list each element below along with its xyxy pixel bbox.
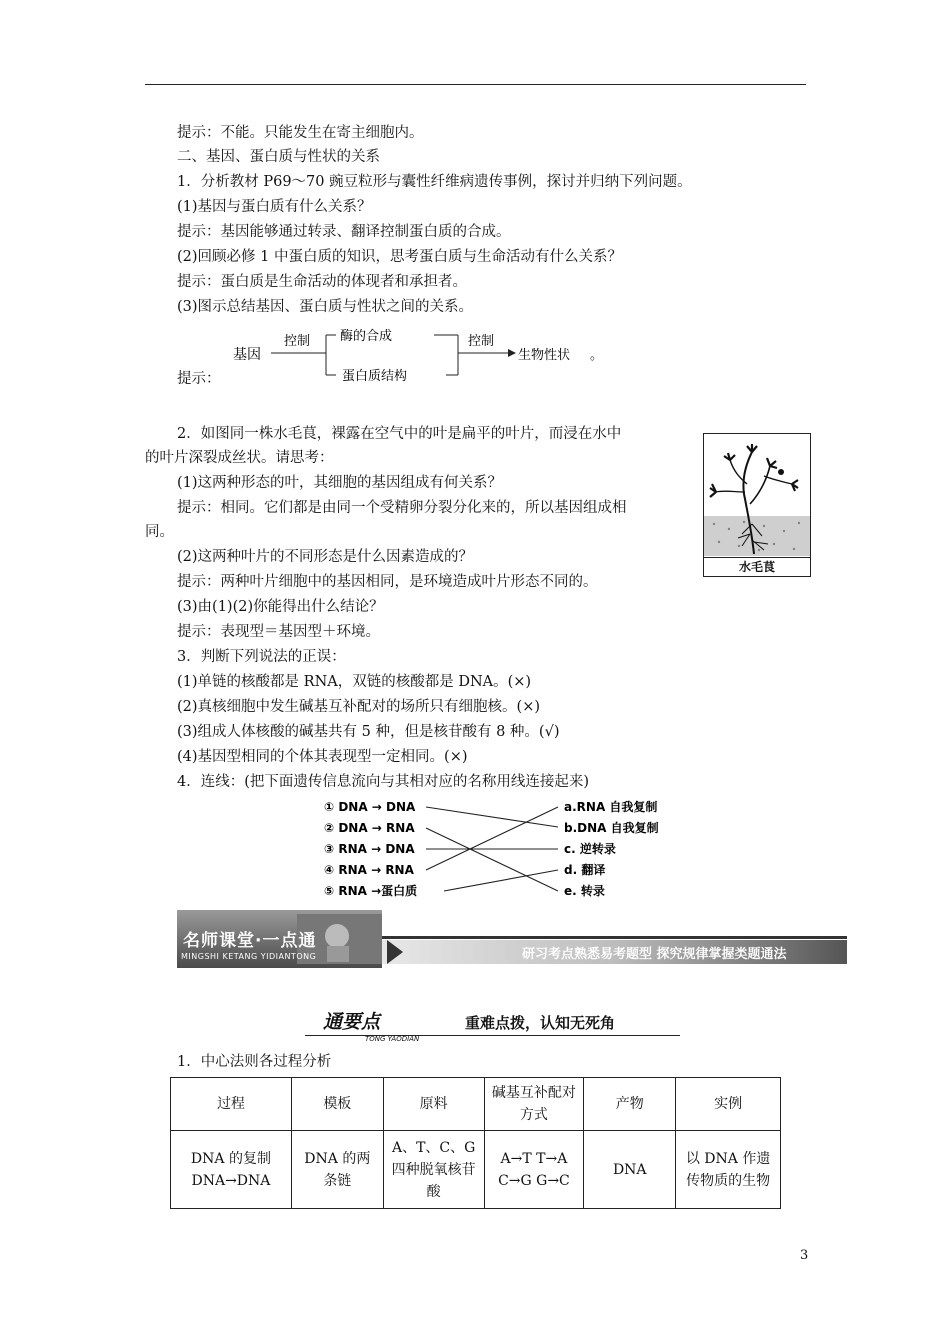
table-cell: A→T T→A C→G G→C bbox=[484, 1131, 584, 1209]
gene-protein-trait-diagram bbox=[228, 325, 618, 385]
text-line: 提示：相同。它们都是由同一个受精卵分裂分化来的，所以基因组成相 bbox=[177, 500, 627, 516]
section-banner bbox=[177, 910, 847, 968]
section-heading: 二、基因、蛋白质与性状的关系 bbox=[177, 149, 380, 165]
matching-right-b: b.DNA 自我复制 bbox=[564, 821, 659, 835]
text-line: 4．连线：(把下面遗传信息流向与其相对应的名称用线连接起来) bbox=[177, 774, 590, 790]
match-line-5-d bbox=[444, 870, 558, 891]
water-buttercup-figure bbox=[703, 433, 811, 577]
text-line: 提示：表现型＝基因型＋环境。 bbox=[177, 624, 380, 640]
matching-left-4: ④ RNA → RNA bbox=[324, 863, 414, 877]
banner-pinyin: MINGSHI KETANG YIDIANTONG bbox=[181, 952, 317, 961]
flow-trait: 生物性状 bbox=[518, 348, 571, 363]
matching-left-5: ⑤ RNA →蛋白质 bbox=[324, 884, 418, 898]
matching-diagram bbox=[320, 795, 680, 905]
text-line: 同。 bbox=[145, 524, 174, 540]
table-header: 过程 bbox=[171, 1078, 292, 1131]
text-line: 提示：蛋白质是生命活动的体现者和承担者。 bbox=[177, 274, 467, 290]
text-line: 提示：两种叶片细胞中的基因相同，是环境造成叶片形态不同的。 bbox=[177, 574, 598, 590]
table-cell: A、T、C、G 四种脱氧核苷酸 bbox=[383, 1131, 484, 1209]
table-header: 模板 bbox=[291, 1078, 383, 1131]
table-title: 1．中心法则各过程分析 bbox=[177, 1054, 332, 1070]
table-cell: 以 DNA 作遗传物质的生物 bbox=[676, 1131, 781, 1209]
page-number: 3 bbox=[800, 1248, 809, 1263]
text-line: 2．如图同一株水毛茛，裸露在空气中的叶是扁平的叶片，而浸在水中 bbox=[177, 426, 622, 442]
banner-title: 名师课堂·一点通 bbox=[183, 931, 317, 951]
tong-yaodian-heading bbox=[305, 1007, 680, 1043]
matching-right-a: a.RNA 自我复制 bbox=[564, 800, 658, 814]
text-line: (3)组成人体核酸的碱基共有 5 种，但是核苷酸有 8 种。(√) bbox=[177, 724, 560, 740]
text-line: (1)基因与蛋白质有什么关系？ bbox=[177, 199, 372, 215]
text-line: (1)这两种形态的叶，其细胞的基因组成有何关系？ bbox=[177, 475, 503, 491]
text-line: (4)基因型相同的个体其表现型一定相同。(×) bbox=[177, 749, 468, 765]
text-line: (3)图示总结基因、蛋白质与性状之间的关系。 bbox=[177, 299, 474, 315]
flow-control-1: 控制 bbox=[284, 334, 311, 349]
text-line: 的叶片深裂成丝状。请思考： bbox=[145, 450, 334, 466]
text-line: (3)由(1)(2)你能得出什么结论？ bbox=[177, 599, 384, 615]
text-line: 提示：不能。只能发生在寄主细胞内。 bbox=[177, 125, 424, 141]
flow-bottom-branch: 蛋白质结构 bbox=[342, 369, 408, 384]
matching-left-2: ② DNA → RNA bbox=[324, 821, 415, 835]
table-header: 碱基互补配对方式 bbox=[484, 1078, 584, 1131]
table-header-row bbox=[171, 1078, 781, 1131]
table-cell: DNA 的两条链 bbox=[291, 1131, 383, 1209]
text-line: (1)单链的核酸都是 RNA，双链的核酸都是 DNA。(×) bbox=[177, 674, 532, 690]
text-line: 提示：基因能够通过转录、翻译控制蛋白质的合成。 bbox=[177, 224, 511, 240]
flow-gene: 基因 bbox=[233, 347, 261, 363]
tong-subtitle: 重难点拨，认知无死角 bbox=[465, 1014, 616, 1032]
match-line-2-e bbox=[426, 828, 558, 891]
banner-slogan: 研习考点熟悉易考题型 探究规律掌握类题通法 bbox=[522, 947, 787, 962]
central-dogma-table bbox=[170, 1077, 781, 1209]
text-line: (2)这两种叶片的不同形态是什么因素造成的？ bbox=[177, 549, 474, 565]
flow-end: 。 bbox=[590, 348, 604, 363]
plant-illustration bbox=[704, 434, 810, 576]
header-rule bbox=[145, 84, 806, 85]
table-cell: DNA 的复制 DNA→DNA bbox=[171, 1131, 292, 1209]
matching-right-c: c. 逆转录 bbox=[564, 842, 616, 856]
text-line: (2)真核细胞中发生碱基互补配对的场所只有细胞核。(×) bbox=[177, 699, 541, 715]
matching-left-3: ③ RNA → DNA bbox=[324, 842, 415, 856]
matching-left-1: ① DNA → DNA bbox=[324, 800, 416, 814]
text-line: 1．分析教材 P69～70 豌豆粒形与囊性纤维病遗传事例，探讨并归纳下列问题。 bbox=[177, 174, 692, 190]
plant-caption: 水毛茛 bbox=[704, 557, 810, 576]
table-header: 产物 bbox=[584, 1078, 676, 1131]
matching-right-d: d. 翻译 bbox=[564, 863, 606, 877]
text-line: 3．判断下列说法的正误： bbox=[177, 649, 346, 665]
table-cell: DNA bbox=[584, 1131, 676, 1209]
tong-pinyin: TONG YAODIAN bbox=[365, 1035, 420, 1043]
tong-title: 通要点 bbox=[323, 1011, 381, 1033]
table-row bbox=[171, 1131, 781, 1209]
table-header: 原料 bbox=[383, 1078, 484, 1131]
table-header: 实例 bbox=[676, 1078, 781, 1131]
flow-prefix: 提示： bbox=[177, 371, 221, 387]
text-line: (2)回顾必修 1 中蛋白质的知识，思考蛋白质与生命活动有什么关系？ bbox=[177, 249, 622, 265]
flow-top-branch: 酶的合成 bbox=[340, 329, 393, 344]
matching-right-e: e. 转录 bbox=[564, 884, 605, 898]
flow-control-2: 控制 bbox=[468, 334, 495, 349]
